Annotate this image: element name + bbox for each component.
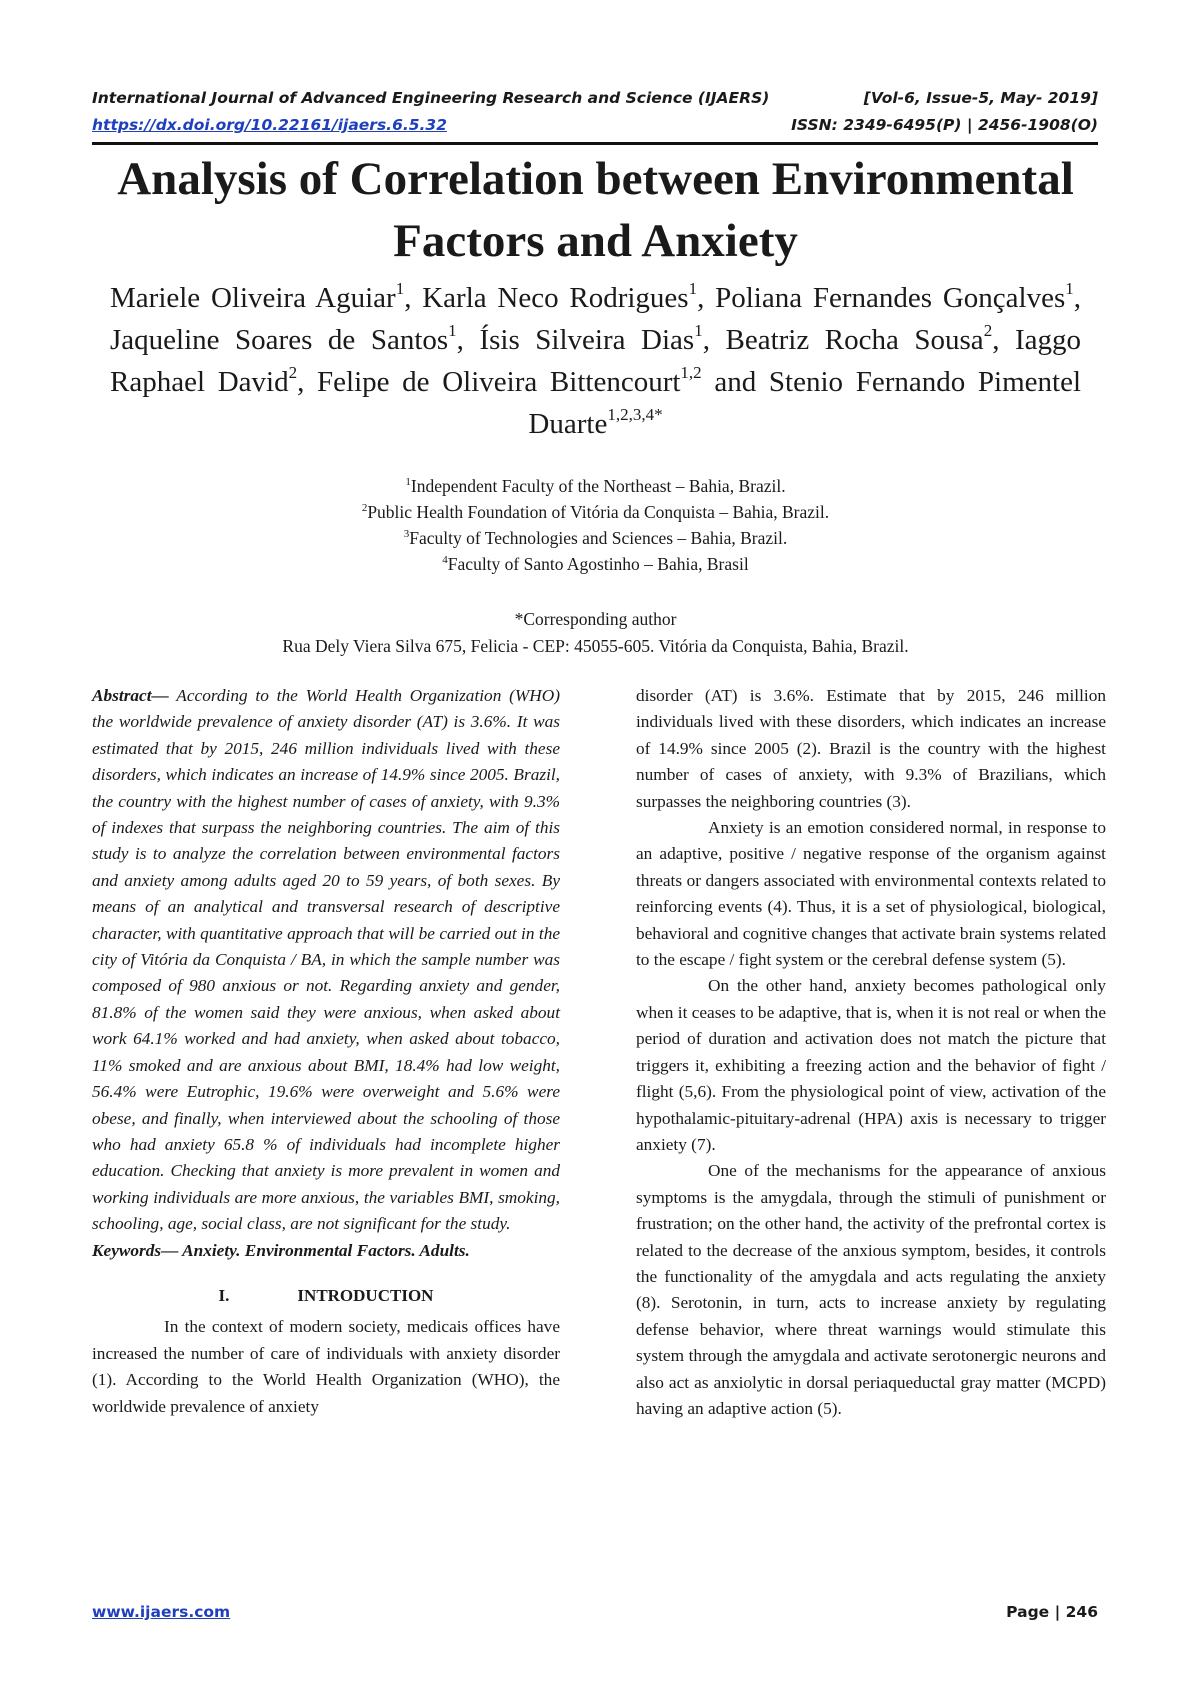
author: Ísis Silveira Dias$^1$, bbox=[479, 321, 726, 356]
author: Iaggo Raphael David$^2$, bbox=[110, 324, 1082, 398]
doi-link[interactable]: https://dx.doi.org/10.22161/ijaers.6.5.32 bbox=[92, 116, 447, 134]
corresponding-author bbox=[0, 606, 1191, 660]
abstract-label: Abstract— bbox=[92, 686, 169, 705]
journal-name: International Journal of Advanced Engineering Research and Science (IJAERS) bbox=[92, 89, 770, 107]
paper-title: Analysis of Correlation between Environmental Factors and Anxiety bbox=[117, 153, 1074, 267]
affiliations bbox=[0, 473, 1191, 577]
author: Beatriz Rocha Sousa$^2$, bbox=[725, 321, 1015, 356]
body-paragraph: disorder (AT) is 3.6%. Estimate that by 2015, 246 million individuals lived with these disorders, which indicates an increase of 14.9% since 2005 (2). Brazil is the country with the highest number of cases of anxiety, with 9.3% of Brazilians, which surpasses the neighboring countries (3). bbox=[636, 686, 1106, 811]
affiliation-item: $^2$Public Health Foundation of Vitória da Conquista – Bahia, Brazil. bbox=[361, 502, 830, 522]
corresponding-address: Rua Dely Viera Silva 675, Felicia - CEP: 45055-605. Vitória da Conquista, Bahia, Brazil. bbox=[282, 636, 909, 656]
body-paragraph: Anxiety is an emotion considered normal, in response to an adaptive, positive / negative response of the organism against threats or dangers associated with environmental contexts related to reinforcing events (4). Thus, it is a set of physiological, biological, behavioral and cognitive changes that activate brain systems related to the escape / fight system or the cerebral defense system (5). bbox=[636, 818, 1106, 970]
author: Poliana Fernandes Gonçalves$^1$, bbox=[715, 279, 1081, 314]
affiliation-item: $^4$Faculty of Santo Agostinho – Bahia, Brasil bbox=[442, 554, 749, 574]
abstract bbox=[92, 683, 560, 1238]
body-paragraph: One of the mechanisms for the appearance of anxious symptoms is the amygdala, through the stimuli of punishment or frustration; on the other hand, the activity of the prefrontal cortex is related to the decrease of the anxious symptom, besides, it controls the functionality of the amygdala and acts regulating the anxiety (8). Serotonin, in turn, acts to increase anxiety by regulating defense behavior, where threat warnings would stimulate this system through the amygdala and activate serotonergic neurons and also act as anxiolytic in dorsal periaqueductal gray matter (MCPD) having an adaptive action (5). bbox=[636, 1161, 1106, 1418]
corresponding-label: *Corresponding author bbox=[514, 609, 677, 629]
section-title: INTRODUCTION bbox=[297, 1285, 434, 1305]
author: Stenio Fernando Pimentel Duarte$^{1,2,3,4*}$ bbox=[528, 366, 1082, 440]
right-column bbox=[636, 683, 1106, 1422]
affiliation-item: $^3$Faculty of Technologies and Sciences – Bahia, Brazil. bbox=[403, 528, 788, 548]
left-column bbox=[92, 683, 560, 1420]
section-number: I. bbox=[218, 1285, 230, 1305]
page-number: Page | 246 bbox=[1006, 1603, 1098, 1621]
author-list bbox=[110, 277, 1081, 445]
abstract-text: According to the World Health Organization (WHO) the worldwide prevalence of anxiety disorder (AT) is 3.6%. It was estimated that by 2015, 246 million individuals lived with these disorders, which indicates an increase of 14.9% since 2005. Brazil, the country with the highest number of cases of anxiety, with 9.3% of indexes that surpass the neighboring countries. The aim of this study is to analyze the correlation between environmental factors and anxiety among adults aged 20 to 59 years, of both sexes. By means of an analytical and transversal research of descriptive character, with quantitative approach that will be carried out in the city of Vitória da Conquista / BA, in which the sample number was composed of 980 anxious or not. Regarding anxiety and gender, 81.8% of the women said they were anxious, when asked about work 64.1% worked and had anxiety, when asked about tobacco, 11% smoked and are anxious about BMI, 18.4% had low weight, 56.4% were Eutrophic, 19.6% were overweight and 5.6% were obese, and finally, when interviewed about the schooling of those who had anxiety 65.8 % of individuals had incomplete higher education. Checking that anxiety is more prevalent in women and working individuals are more anxious, the variables BMI, smoking, schooling, age, social class, are not significant for the study. bbox=[92, 686, 560, 1234]
volume-info: [Vol-6, Issue-5, May- 2019] bbox=[863, 89, 1098, 107]
website-link[interactable]: www.ijaers.com bbox=[92, 1603, 231, 1621]
affiliation-item: $^1$Independent Faculty of the Northeast – Bahia, Brazil. bbox=[405, 476, 786, 496]
section-heading-introduction bbox=[92, 1283, 560, 1309]
body-paragraph: On the other hand, anxiety becomes pathological only when it ceases to be adaptive, that is, when it is not real or when the period of duration and activation does not match the picture that triggers it, exhibiting a freezing action and the behavior of fight / flight (5,6). From the physiological point of view, activation of the hypothalamic-pituitary-adrenal (HPA) axis is necessary to trigger anxiety (7). bbox=[636, 976, 1106, 1154]
author: Jaqueline Soares de Santos$^1$, bbox=[110, 321, 480, 356]
author: Mariele Oliveira Aguiar$^1$, bbox=[110, 279, 423, 314]
issn-info: ISSN: 2349-6495(P) | 2456-1908(O) bbox=[791, 116, 1098, 134]
header-divider bbox=[92, 142, 1098, 145]
author: Karla Neco Rodrigues$^1$, bbox=[422, 279, 716, 314]
author: Felipe de Oliveira Bittencourt$^{1,2}$ and bbox=[317, 363, 769, 398]
intro-paragraph: In the context of modern society, medicais offices have increased the number of care of individuals with anxiety disorder (1). According to the World Health Organization (WHO), the worldwide prevalence of anxiety bbox=[92, 1317, 560, 1416]
keywords: Keywords— Anxiety. Environmental Factors. Adults. bbox=[92, 1240, 470, 1260]
